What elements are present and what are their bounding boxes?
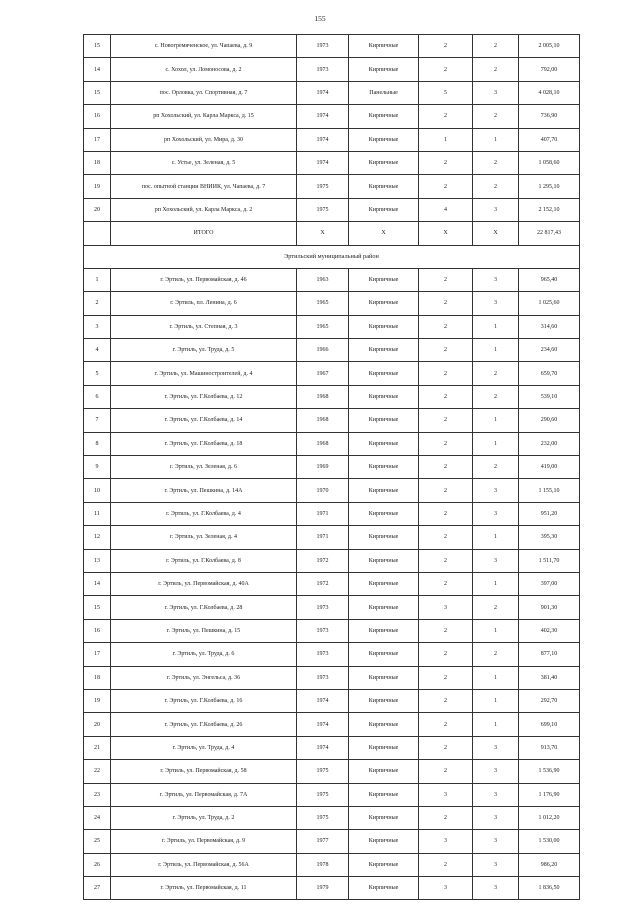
- entrances-cell: 1: [473, 339, 519, 362]
- year-cell: 1973: [297, 58, 349, 81]
- wall-material-cell: Кирпичные: [349, 853, 419, 876]
- floors-cell: 2: [419, 853, 473, 876]
- floors-cell: 2: [419, 502, 473, 525]
- row-number-cell: 21: [84, 736, 111, 759]
- row-number-cell: 1: [84, 268, 111, 291]
- year-cell: 1968: [297, 385, 349, 408]
- entrances-cell: 1: [473, 689, 519, 712]
- entrances-cell: 1: [473, 128, 519, 151]
- wall-material-cell: Кирпичные: [349, 830, 419, 853]
- total-material-cell: X: [349, 222, 419, 245]
- area-cell: 2 152,10: [519, 198, 580, 221]
- wall-material-cell: Кирпичные: [349, 806, 419, 829]
- row-number-cell: 7: [84, 409, 111, 432]
- table-row: [84, 596, 580, 619]
- row-number-cell: 20: [84, 713, 111, 736]
- area-cell: 1 058,60: [519, 151, 580, 174]
- area-cell: 381,40: [519, 666, 580, 689]
- section-header-row: [84, 245, 580, 268]
- total-num-cell: [84, 222, 111, 245]
- total-year-cell: X: [297, 222, 349, 245]
- year-cell: 1977: [297, 830, 349, 853]
- address-cell: г. Эртиль, ул. Труда, д. 5: [111, 339, 297, 362]
- area-cell: 913,70: [519, 736, 580, 759]
- wall-material-cell: Кирпичные: [349, 292, 419, 315]
- address-cell: с. Устье, ул. Зеленая, д. 5: [111, 151, 297, 174]
- floors-cell: 2: [419, 339, 473, 362]
- wall-material-cell: Кирпичные: [349, 689, 419, 712]
- year-cell: 1979: [297, 877, 349, 900]
- wall-material-cell: Кирпичные: [349, 432, 419, 455]
- area-cell: 792,00: [519, 58, 580, 81]
- year-cell: 1972: [297, 572, 349, 595]
- table-row: [84, 81, 580, 104]
- entrances-cell: 3: [473, 830, 519, 853]
- floors-cell: 2: [419, 456, 473, 479]
- row-number-cell: 16: [84, 105, 111, 128]
- year-cell: 1972: [297, 549, 349, 572]
- table-row: [84, 362, 580, 385]
- row-number-cell: 12: [84, 526, 111, 549]
- address-cell: г. Эртиль, ул. Первомайская, д. 11: [111, 877, 297, 900]
- row-number-cell: 20: [84, 198, 111, 221]
- row-number-cell: 24: [84, 806, 111, 829]
- table-body-after: [84, 268, 580, 900]
- row-number-cell: 15: [84, 35, 111, 58]
- floors-cell: 5: [419, 81, 473, 104]
- year-cell: 1965: [297, 315, 349, 338]
- area-cell: 2 005,10: [519, 35, 580, 58]
- area-cell: 539,10: [519, 385, 580, 408]
- table-row: [84, 35, 580, 58]
- row-number-cell: 10: [84, 479, 111, 502]
- wall-material-cell: Кирпичные: [349, 760, 419, 783]
- entrances-cell: 2: [473, 596, 519, 619]
- table-row: [84, 806, 580, 829]
- table-body-before: [84, 35, 580, 222]
- wall-material-cell: Кирпичные: [349, 572, 419, 595]
- year-cell: 1967: [297, 362, 349, 385]
- row-number-cell: 22: [84, 760, 111, 783]
- floors-cell: 3: [419, 877, 473, 900]
- table-row: [84, 339, 580, 362]
- address-cell: г. Эртиль, пл. Ленина, д. 6: [111, 292, 297, 315]
- floors-cell: 2: [419, 572, 473, 595]
- floors-cell: 2: [419, 736, 473, 759]
- year-cell: 1974: [297, 128, 349, 151]
- address-cell: г. Эртиль, ул. Труда, д. 4: [111, 736, 297, 759]
- row-number-cell: 19: [84, 175, 111, 198]
- floors-cell: 2: [419, 315, 473, 338]
- table-row: [84, 526, 580, 549]
- row-number-cell: 19: [84, 689, 111, 712]
- area-cell: 986,20: [519, 853, 580, 876]
- floors-cell: 2: [419, 666, 473, 689]
- year-cell: 1975: [297, 198, 349, 221]
- row-number-cell: 5: [84, 362, 111, 385]
- entrances-cell: 3: [473, 736, 519, 759]
- area-cell: 951,20: [519, 502, 580, 525]
- floors-cell: 2: [419, 432, 473, 455]
- row-number-cell: 18: [84, 666, 111, 689]
- address-cell: г. Эртиль, ул. Энгельса, д. 36: [111, 666, 297, 689]
- table-row: [84, 151, 580, 174]
- row-number-cell: 4: [84, 339, 111, 362]
- year-cell: 1971: [297, 502, 349, 525]
- floors-cell: 2: [419, 806, 473, 829]
- row-number-cell: 2: [84, 292, 111, 315]
- floors-cell: 1: [419, 128, 473, 151]
- table-row: [84, 105, 580, 128]
- entrances-cell: 1: [473, 713, 519, 736]
- area-cell: 292,70: [519, 689, 580, 712]
- address-cell: г. Эртиль, ул. Г.Колбаева, д. 18: [111, 432, 297, 455]
- row-number-cell: 26: [84, 853, 111, 876]
- entrances-cell: 2: [473, 105, 519, 128]
- table-row: [84, 619, 580, 642]
- wall-material-cell: Кирпичные: [349, 456, 419, 479]
- wall-material-cell: Кирпичные: [349, 596, 419, 619]
- table-row: [84, 292, 580, 315]
- floors-cell: 2: [419, 58, 473, 81]
- floors-cell: 2: [419, 175, 473, 198]
- table-row: [84, 736, 580, 759]
- year-cell: 1963: [297, 268, 349, 291]
- floors-cell: 2: [419, 643, 473, 666]
- table-row: [84, 666, 580, 689]
- total-entrances-cell: X: [473, 222, 519, 245]
- floors-cell: 2: [419, 689, 473, 712]
- address-cell: г. Эртиль, ул. Г.Колбаева, д. 14: [111, 409, 297, 432]
- entrances-cell: 1: [473, 526, 519, 549]
- area-cell: 1 025,60: [519, 292, 580, 315]
- table-total-body: [84, 222, 580, 269]
- entrances-cell: 3: [473, 198, 519, 221]
- wall-material-cell: Кирпичные: [349, 666, 419, 689]
- entrances-cell: 3: [473, 502, 519, 525]
- row-number-cell: 16: [84, 619, 111, 642]
- year-cell: 1973: [297, 596, 349, 619]
- table-row: [84, 128, 580, 151]
- floors-cell: 2: [419, 409, 473, 432]
- year-cell: 1974: [297, 105, 349, 128]
- year-cell: 1975: [297, 806, 349, 829]
- table-row: [84, 268, 580, 291]
- year-cell: 1974: [297, 689, 349, 712]
- floors-cell: 2: [419, 479, 473, 502]
- year-cell: 1974: [297, 81, 349, 104]
- floors-cell: 2: [419, 292, 473, 315]
- floors-cell: 2: [419, 526, 473, 549]
- wall-material-cell: Кирпичные: [349, 35, 419, 58]
- area-cell: 395,30: [519, 526, 580, 549]
- entrances-cell: 2: [473, 58, 519, 81]
- entrances-cell: 3: [473, 292, 519, 315]
- area-cell: 397,00: [519, 572, 580, 595]
- entrances-cell: 3: [473, 268, 519, 291]
- table-row: [84, 549, 580, 572]
- address-cell: г. Эртиль, ул. Первомайская, д. 58: [111, 760, 297, 783]
- entrances-cell: 1: [473, 619, 519, 642]
- year-cell: 1970: [297, 479, 349, 502]
- entrances-cell: 2: [473, 362, 519, 385]
- entrances-cell: 1: [473, 572, 519, 595]
- area-cell: 314,60: [519, 315, 580, 338]
- section-title: Эртильский муниципальный район: [84, 245, 580, 268]
- address-cell: рп Хохольский, ул. Карла Маркса, д. 15: [111, 105, 297, 128]
- row-number-cell: 3: [84, 315, 111, 338]
- wall-material-cell: Кирпичные: [349, 619, 419, 642]
- table-row: [84, 479, 580, 502]
- wall-material-cell: Кирпичные: [349, 362, 419, 385]
- row-number-cell: 27: [84, 877, 111, 900]
- entrances-cell: 3: [473, 783, 519, 806]
- year-cell: 1974: [297, 151, 349, 174]
- row-number-cell: 14: [84, 572, 111, 595]
- wall-material-cell: Кирпичные: [349, 175, 419, 198]
- year-cell: 1971: [297, 526, 349, 549]
- address-cell: с. Новогремяченское, ул. Чапаева, д. 9: [111, 35, 297, 58]
- wall-material-cell: Кирпичные: [349, 58, 419, 81]
- year-cell: 1975: [297, 175, 349, 198]
- table-row: [84, 643, 580, 666]
- row-number-cell: 9: [84, 456, 111, 479]
- area-cell: 877,10: [519, 643, 580, 666]
- floors-cell: 2: [419, 105, 473, 128]
- entrances-cell: 3: [473, 760, 519, 783]
- year-cell: 1973: [297, 643, 349, 666]
- entrances-cell: 2: [473, 175, 519, 198]
- wall-material-cell: Кирпичные: [349, 409, 419, 432]
- wall-material-cell: Кирпичные: [349, 526, 419, 549]
- floors-cell: 4: [419, 198, 473, 221]
- table-row: [84, 830, 580, 853]
- entrances-cell: 3: [473, 479, 519, 502]
- area-cell: 232,00: [519, 432, 580, 455]
- floors-cell: 2: [419, 362, 473, 385]
- address-cell: г. Эртиль, ул. Первомайская, д. 46: [111, 268, 297, 291]
- table-row: [84, 502, 580, 525]
- year-cell: 1978: [297, 853, 349, 876]
- area-cell: 290,60: [519, 409, 580, 432]
- address-cell: г. Эртиль, ул. Степная, д. 3: [111, 315, 297, 338]
- wall-material-cell: Кирпичные: [349, 783, 419, 806]
- row-number-cell: 15: [84, 596, 111, 619]
- wall-material-cell: Кирпичные: [349, 315, 419, 338]
- entrances-cell: 1: [473, 409, 519, 432]
- entrances-cell: 2: [473, 385, 519, 408]
- total-area-cell: 22 817,43: [519, 222, 580, 245]
- page-number: 155: [314, 14, 326, 23]
- year-cell: 1975: [297, 760, 349, 783]
- wall-material-cell: Панельные: [349, 81, 419, 104]
- year-cell: 1975: [297, 783, 349, 806]
- address-cell: пос. опытной станции ВНИИК, ул. Чапаева, д. 7: [111, 175, 297, 198]
- table-row: [84, 58, 580, 81]
- entrances-cell: 2: [473, 456, 519, 479]
- wall-material-cell: Кирпичные: [349, 877, 419, 900]
- area-cell: 901,30: [519, 596, 580, 619]
- address-cell: г. Эртиль, ул. Г.Колбаева, д. 26: [111, 713, 297, 736]
- entrances-cell: 3: [473, 853, 519, 876]
- entrances-cell: 1: [473, 432, 519, 455]
- floors-cell: 2: [419, 268, 473, 291]
- total-floors-cell: X: [419, 222, 473, 245]
- entrances-cell: 3: [473, 549, 519, 572]
- area-cell: 1 155,10: [519, 479, 580, 502]
- year-cell: 1973: [297, 619, 349, 642]
- wall-material-cell: Кирпичные: [349, 128, 419, 151]
- wall-material-cell: Кирпичные: [349, 502, 419, 525]
- area-cell: 419,00: [519, 456, 580, 479]
- floors-cell: 3: [419, 596, 473, 619]
- total-label-cell: ИТОГО: [111, 222, 297, 245]
- housing-registry-table: [83, 34, 580, 900]
- table-row: [84, 760, 580, 783]
- row-number-cell: 13: [84, 549, 111, 572]
- table-row: [84, 456, 580, 479]
- address-cell: г. Эртиль, ул. Г.Колбаева, д. 8: [111, 549, 297, 572]
- address-cell: г. Эртиль, ул. Первомайская, д. 40А: [111, 572, 297, 595]
- address-cell: г. Эртиль, ул. Первомайская, д. 9: [111, 830, 297, 853]
- entrances-cell: 3: [473, 806, 519, 829]
- floors-cell: 3: [419, 830, 473, 853]
- address-cell: г. Эртиль, ул. Пешкина, д. 14А: [111, 479, 297, 502]
- address-cell: г. Эртиль, ул. Зеленая, д. 4: [111, 526, 297, 549]
- wall-material-cell: Кирпичные: [349, 713, 419, 736]
- year-cell: 1973: [297, 35, 349, 58]
- wall-material-cell: Кирпичные: [349, 105, 419, 128]
- row-number-cell: 25: [84, 830, 111, 853]
- wall-material-cell: Кирпичные: [349, 339, 419, 362]
- floors-cell: 2: [419, 549, 473, 572]
- address-cell: пос. Орловка, ул. Спортивная, д. 7: [111, 81, 297, 104]
- address-cell: с. Хохол, ул. Ломоносова, д. 2: [111, 58, 297, 81]
- floors-cell: 2: [419, 713, 473, 736]
- floors-cell: 2: [419, 385, 473, 408]
- area-cell: 1 530,00: [519, 830, 580, 853]
- address-cell: г. Эртиль, ул. Пешкина, д. 15: [111, 619, 297, 642]
- area-cell: 1 536,90: [519, 760, 580, 783]
- address-cell: г. Эртиль, ул. Зеленая, д. 6: [111, 456, 297, 479]
- area-cell: 1 012,20: [519, 806, 580, 829]
- row-number-cell: 14: [84, 58, 111, 81]
- entrances-cell: 2: [473, 643, 519, 666]
- wall-material-cell: Кирпичные: [349, 268, 419, 291]
- year-cell: 1974: [297, 713, 349, 736]
- year-cell: 1968: [297, 432, 349, 455]
- address-cell: г. Эртиль, ул. Г.Колбаева, д. 28: [111, 596, 297, 619]
- area-cell: 659,70: [519, 362, 580, 385]
- year-cell: 1966: [297, 339, 349, 362]
- table-row: [84, 853, 580, 876]
- floors-cell: 2: [419, 760, 473, 783]
- wall-material-cell: Кирпичные: [349, 479, 419, 502]
- wall-material-cell: Кирпичные: [349, 549, 419, 572]
- area-cell: 1 836,50: [519, 877, 580, 900]
- year-cell: 1974: [297, 736, 349, 759]
- address-cell: г. Эртиль, ул. Труда, д. 2: [111, 806, 297, 829]
- address-cell: г. Эртиль, ул. Г.Колбаева, д. 16: [111, 689, 297, 712]
- address-cell: рп Хохольский, ул. Карла Маркса, д. 2: [111, 198, 297, 221]
- area-cell: 407,70: [519, 128, 580, 151]
- area-cell: 234,60: [519, 339, 580, 362]
- area-cell: 736,90: [519, 105, 580, 128]
- address-cell: г. Эртиль, ул. Г.Колбаева, д. 12: [111, 385, 297, 408]
- table-row: [84, 432, 580, 455]
- table-row: [84, 385, 580, 408]
- entrances-cell: 1: [473, 315, 519, 338]
- area-cell: 4 028,10: [519, 81, 580, 104]
- entrances-cell: 2: [473, 151, 519, 174]
- row-number-cell: 17: [84, 128, 111, 151]
- row-number-cell: 15: [84, 81, 111, 104]
- area-cell: 1 176,90: [519, 783, 580, 806]
- address-cell: г. Эртиль, ул. Первомайская, д. 7А: [111, 783, 297, 806]
- total-row: [84, 222, 580, 245]
- year-cell: 1969: [297, 456, 349, 479]
- table-row: [84, 689, 580, 712]
- table-row: [84, 877, 580, 900]
- area-cell: 402,30: [519, 619, 580, 642]
- address-cell: г. Эртиль, ул. Труда, д. 6: [111, 643, 297, 666]
- table-row: [84, 713, 580, 736]
- wall-material-cell: Кирпичные: [349, 385, 419, 408]
- area-cell: 1 511,70: [519, 549, 580, 572]
- table-row: [84, 572, 580, 595]
- floors-cell: 2: [419, 619, 473, 642]
- address-cell: рп Хохольский, ул. Мира, д. 30: [111, 128, 297, 151]
- table-row: [84, 315, 580, 338]
- floors-cell: 2: [419, 151, 473, 174]
- row-number-cell: 18: [84, 151, 111, 174]
- address-cell: г. Эртиль, ул. Первомайская, д. 56А: [111, 853, 297, 876]
- table-row: [84, 175, 580, 198]
- entrances-cell: 3: [473, 877, 519, 900]
- row-number-cell: 23: [84, 783, 111, 806]
- table-row: [84, 783, 580, 806]
- address-cell: г. Эртиль, ул. Г.Колбаева, д. 4: [111, 502, 297, 525]
- entrances-cell: 1: [473, 666, 519, 689]
- floors-cell: 3: [419, 783, 473, 806]
- wall-material-cell: Кирпичные: [349, 151, 419, 174]
- row-number-cell: 8: [84, 432, 111, 455]
- row-number-cell: 11: [84, 502, 111, 525]
- table-row: [84, 198, 580, 221]
- wall-material-cell: Кирпичные: [349, 643, 419, 666]
- entrances-cell: 2: [473, 35, 519, 58]
- entrances-cell: 3: [473, 81, 519, 104]
- row-number-cell: 6: [84, 385, 111, 408]
- year-cell: 1973: [297, 666, 349, 689]
- area-cell: 965,40: [519, 268, 580, 291]
- year-cell: 1968: [297, 409, 349, 432]
- floors-cell: 2: [419, 35, 473, 58]
- area-cell: 1 295,10: [519, 175, 580, 198]
- table-row: [84, 409, 580, 432]
- wall-material-cell: Кирпичные: [349, 736, 419, 759]
- address-cell: г. Эртиль, ул. Машиностроителей, д. 4: [111, 362, 297, 385]
- area-cell: 699,10: [519, 713, 580, 736]
- year-cell: 1965: [297, 292, 349, 315]
- row-number-cell: 17: [84, 643, 111, 666]
- wall-material-cell: Кирпичные: [349, 198, 419, 221]
